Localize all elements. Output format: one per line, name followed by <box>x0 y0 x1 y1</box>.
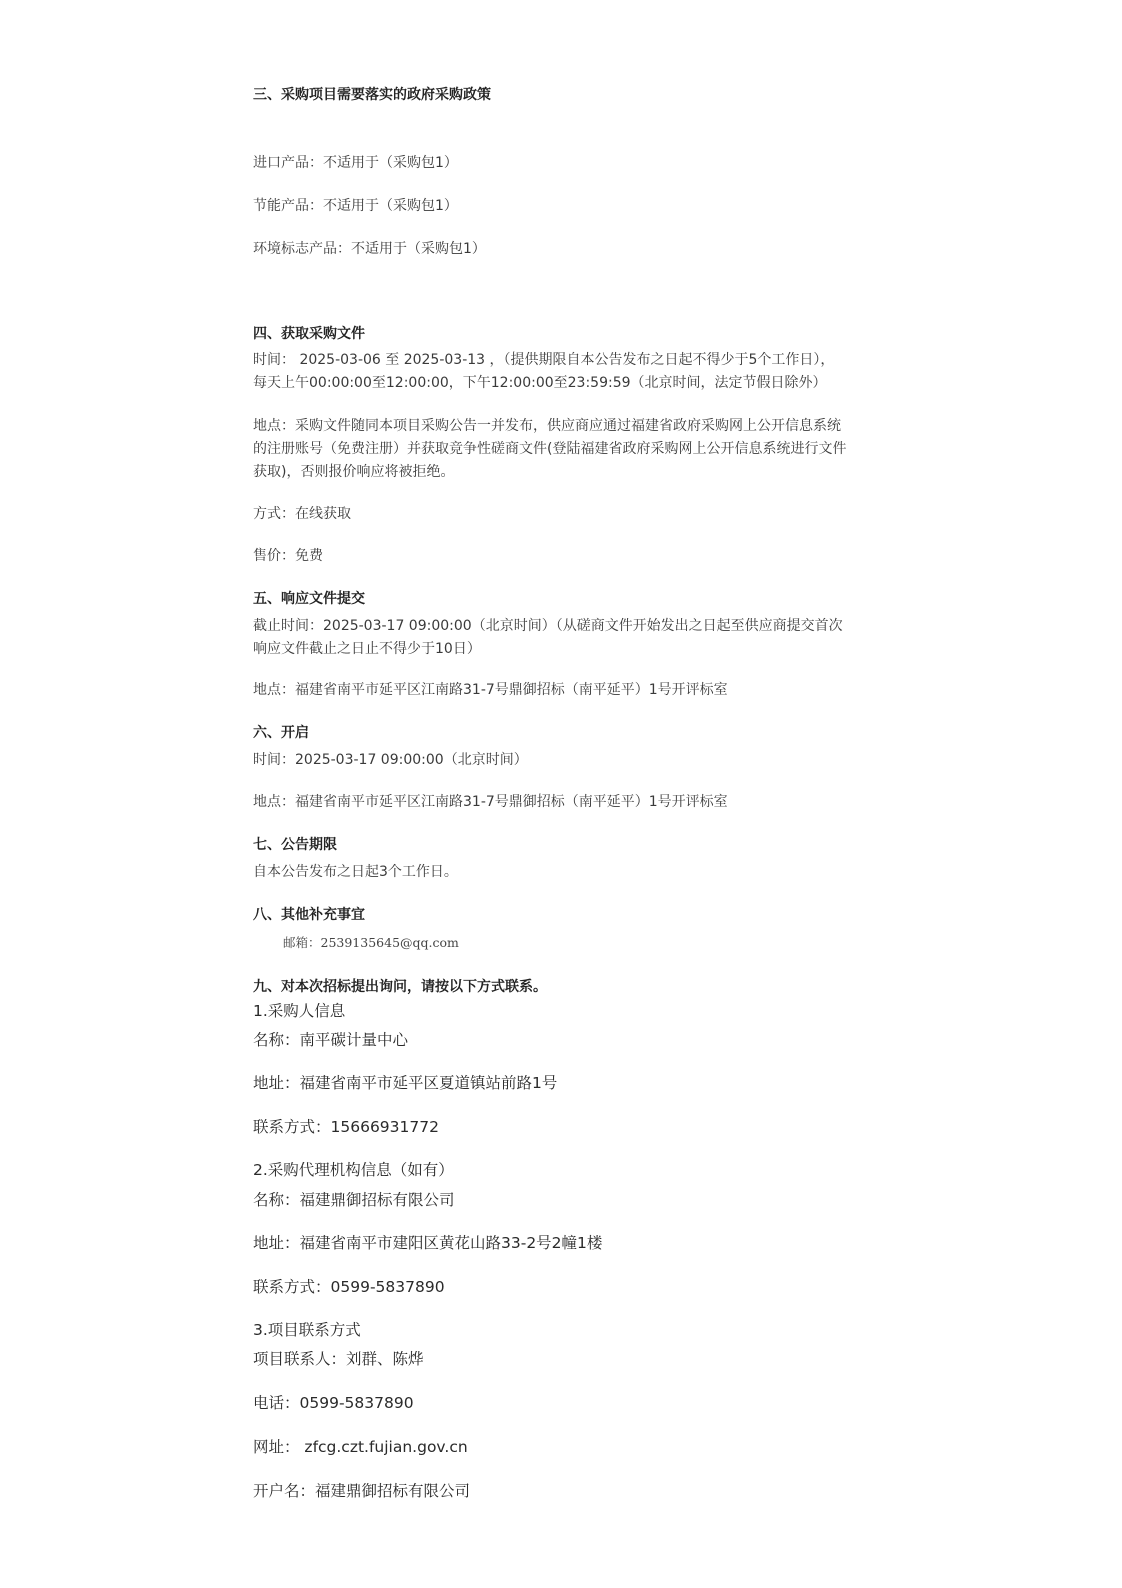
submission-deadline-line2: 响应文件截止之日止不得少于10日） <box>253 641 481 657</box>
opening-time: 时间：2025-03-17 09:00:00（北京时间） <box>253 752 528 768</box>
submission-deadline-line1: 截止时间：2025-03-17 09:00:00（北京时间）（从磋商文件开始发出之日起至供应商提交首次 <box>253 618 843 634</box>
section-8-heading: 八、其他补充事宜 <box>253 907 365 923</box>
document-acquisition-time-line2: 每天上午00:00:00至12:00:00，下午12:00:00至23:59:59（北京时间，法定节假日除外） <box>253 375 827 391</box>
agency-address: 地址：福建省南平市建阳区黄花山路33-2号2幢1楼 <box>253 1234 603 1252</box>
purchaser-contact: 联系方式：15666931772 <box>253 1118 439 1136</box>
purchaser-name: 名称：南平碳计量中心 <box>253 1031 409 1049</box>
agency-contact: 联系方式：0599-5837890 <box>253 1278 445 1296</box>
section-4-heading: 四、获取采购文件 <box>253 326 365 342</box>
section-6-heading: 六、开启 <box>253 725 309 741</box>
section-5-heading: 五、响应文件提交 <box>253 591 365 607</box>
section-7-heading: 七、公告期限 <box>253 837 337 853</box>
document-acquisition-method: 方式：在线获取 <box>253 506 351 522</box>
imported-products-policy: 进口产品：不适用于（采购包1） <box>253 155 458 171</box>
purchaser-address: 地址：福建省南平市延平区夏道镇站前路1号 <box>253 1074 558 1092</box>
document-acquisition-place: 地点：采购文件随同本项目采购公告一并发布，供应商应通过福建省政府采购网上公开信息系统的注册账号（免费注册）并获取竞争性磋商文件(登陆福建省政府采购网上公开信息系统进行文件获取)，否则报价响应将被拒绝。 <box>253 418 847 480</box>
agency-info-title: 2.采购代理机构信息（如有） <box>253 1161 454 1179</box>
document-price: 售价：免费 <box>253 548 323 564</box>
document-acquisition-time-line1: 时间： 2025-03-06 至 2025-03-13 ，（提供期限自本公告发布之日起不得少于5个工作日）， <box>253 352 835 368</box>
agency-name: 名称：福建鼎御招标有限公司 <box>253 1191 455 1209</box>
contact-email: 邮箱：2539135645@qq.com <box>283 935 459 950</box>
project-contact-persons: 项目联系人：刘群、陈烨 <box>253 1350 424 1368</box>
account-name: 开户名：福建鼎御招标有限公司 <box>253 1482 471 1500</box>
purchaser-info-title: 1.采购人信息 <box>253 1002 346 1020</box>
announcement-period: 自本公告发布之日起3个工作日。 <box>253 864 458 880</box>
opening-place: 地点：福建省南平市延平区江南路31-7号鼎御招标（南平延平）1号开评标室 <box>253 794 728 810</box>
project-contact-title: 3.项目联系方式 <box>253 1321 361 1339</box>
section-3-heading: 三、采购项目需要落实的政府采购政策 <box>253 87 491 103</box>
eco-label-products-policy: 环境标志产品：不适用于（采购包1） <box>253 241 486 257</box>
project-website: 网址： zfcg.czt.fujian.gov.cn <box>253 1438 468 1456</box>
section-9-heading: 九、对本次招标提出询问，请按以下方式联系。 <box>253 979 547 995</box>
energy-saving-products-policy: 节能产品：不适用于（采购包1） <box>253 198 458 214</box>
project-contact-phone: 电话：0599-5837890 <box>253 1394 414 1412</box>
submission-place: 地点：福建省南平市延平区江南路31-7号鼎御招标（南平延平）1号开评标室 <box>253 682 728 698</box>
